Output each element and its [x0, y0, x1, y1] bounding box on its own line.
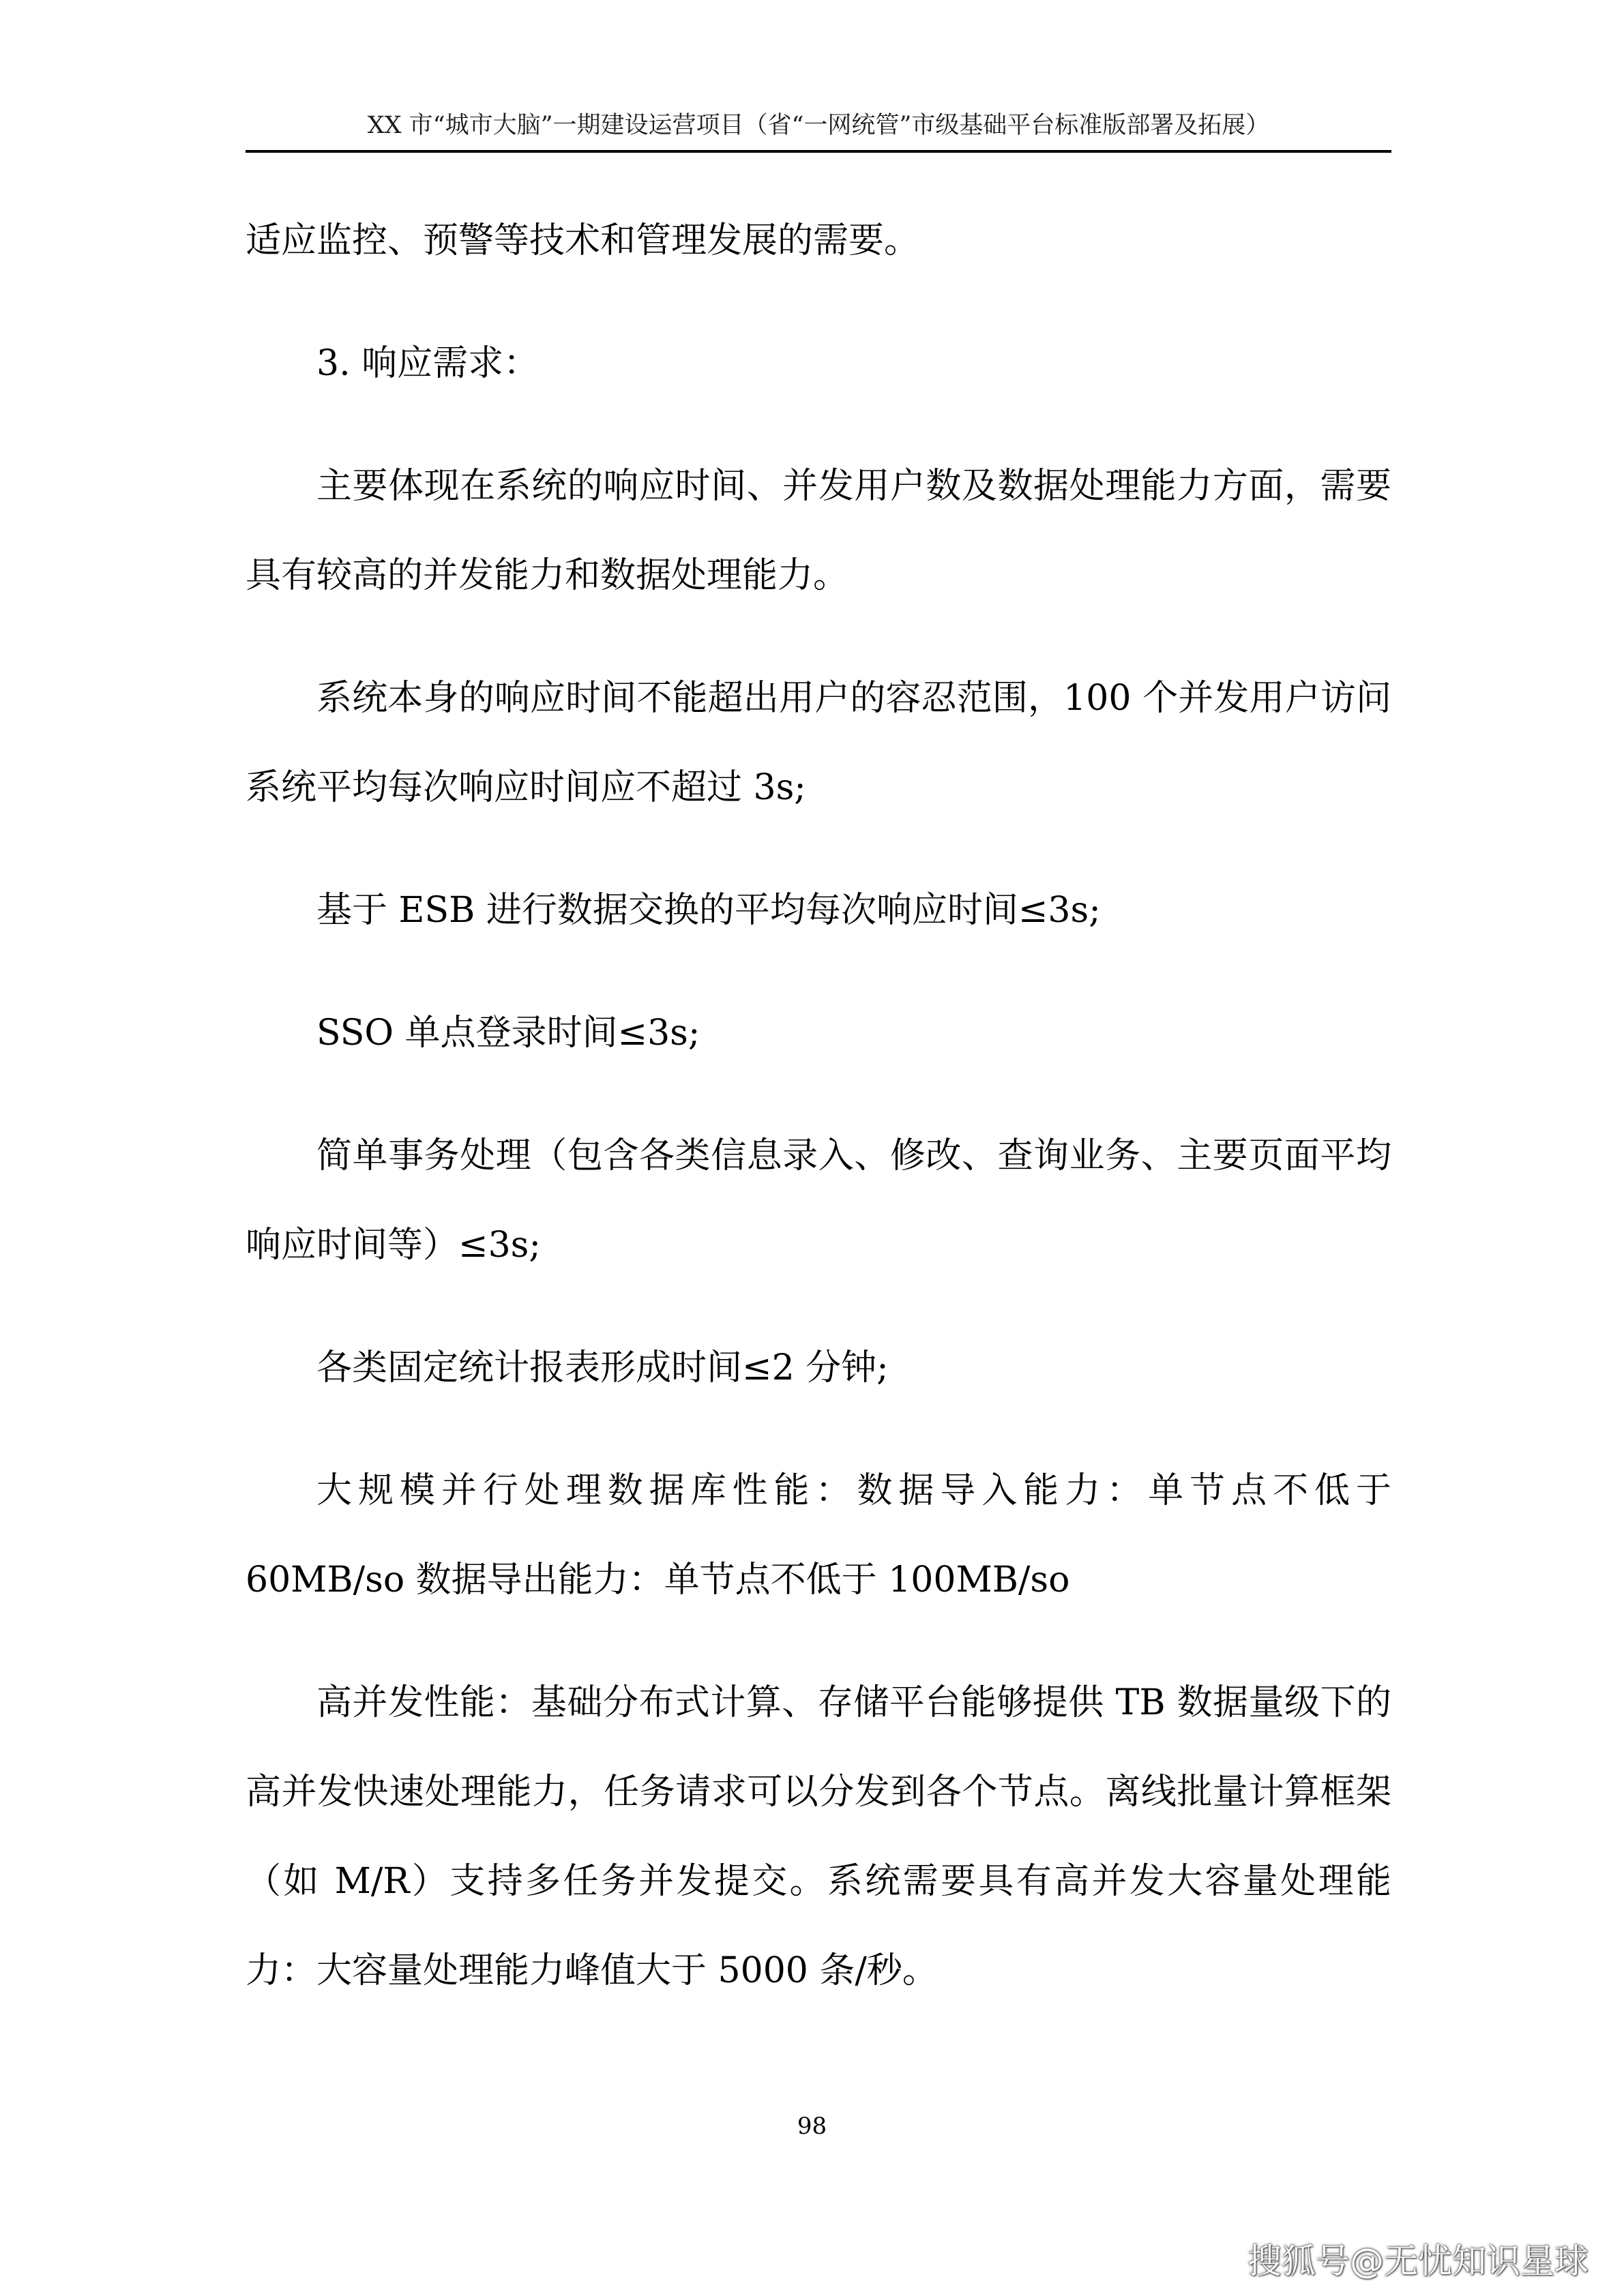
- paragraph-esb-exchange: 基于 ESB 进行数据交换的平均每次响应时间≤3s;: [316, 890, 1101, 931]
- paragraph-response-time: 系统本身的响应时间不能超出用户的容忍范围，100 个并发用户访问系统平均每次响应时间应不超过 3s;: [246, 678, 1391, 808]
- paragraph-simple-transactions: 简单事务处理（包含各类信息录入、修改、查询业务、主要页面平均响应时间等）≤3s;: [246, 1135, 1391, 1266]
- paragraph-mpp-database: 大规模并行处理数据库性能：数据导入能力：单节点不低于 60MB/so 数据导出能力：单节点不低于 100MB/so: [246, 1470, 1391, 1600]
- page-number: 98: [797, 2113, 827, 2140]
- header-title: XX 市“城市大脑”一期建设运营项目（省“一网统管”市级基础平台标准版部署及拓展）: [367, 112, 1270, 139]
- paragraph-continuation: 适应监控、预警等技术和管理发展的需要。: [246, 220, 920, 261]
- section-heading-response-requirements: 3. 响应需求：: [316, 343, 540, 384]
- watermark: 搜狐号@无忧知识星球: [1247, 2241, 1589, 2281]
- paragraph-response-overview: 主要体现在系统的响应时间、并发用户数及数据处理能力方面，需要具有较高的并发能力和数据处理能力。: [246, 466, 1391, 596]
- paragraph-high-concurrency: 高并发性能：基础分布式计算、存储平台能够提供 TB 数据量级下的高并发快速处理能力，任务请求可以分发到各个节点。离线批量计算框架（如 M/R）支持多任务并发提交。系统需要具有高并发大容量处理能力：大容量处理能力峰值大于 5000 条/秒。: [246, 1682, 1391, 1991]
- document-body: [246, 196, 1391, 2049]
- paragraph-sso-login: SSO 单点登录时间≤3s;: [316, 1013, 700, 1054]
- paragraph-statistical-reports: 各类固定统计报表形成时间≤2 分钟;: [316, 1347, 889, 1388]
- page-header: [246, 110, 1391, 153]
